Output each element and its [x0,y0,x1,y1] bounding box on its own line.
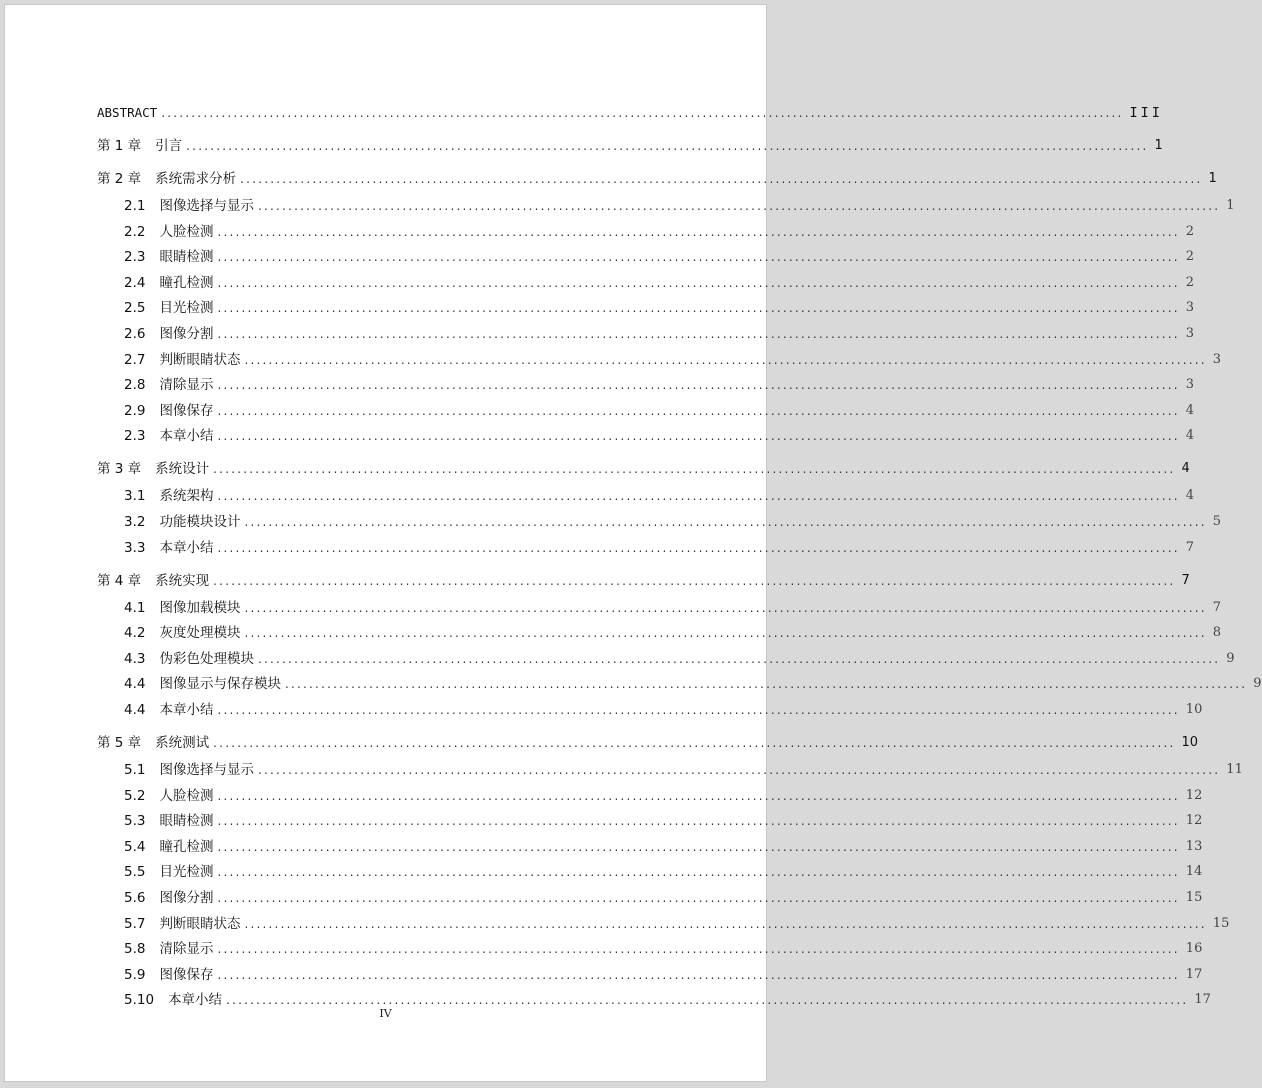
toc-entry-page-number: 3 [1212,351,1222,367]
toc-entry[interactable] [97,732,1199,752]
toc-entry-page-number: 7 [1212,599,1222,615]
toc-entry-page-number: 3 [1185,326,1195,341]
toc-entry-title: 判断眼睛状态 [159,915,241,932]
toc-entry-title: 图像分割 [159,326,214,342]
toc-entry[interactable] [97,135,1163,155]
toc-entry-page-number: 3 [1185,300,1195,316]
toc-entry-label [124,838,213,856]
toc-entry-page-number: 17 [1185,966,1203,982]
toc-entry-number: 第 2 章 [97,171,142,187]
toc-entry-label [124,197,254,215]
toc-entry-title: 图像保存 [159,402,214,419]
toc-entry-title: 图像保存 [159,966,214,983]
toc-entry-number: 5.10 [124,992,155,1009]
dot-leader: ................................................................................................................................................................ [217,429,1180,444]
toc-entry-number: 3.3 [124,539,146,556]
toc-entry-page-number: 8 [1212,625,1222,641]
toc-entry[interactable] [97,168,1217,188]
toc-entry-label [124,761,254,779]
toc-entry-page-number: 12 [1185,787,1203,803]
toc-entry-label [124,889,213,907]
toc-entry[interactable] [124,699,1203,719]
toc-entry-title: 引言 [155,138,183,154]
toc-entry[interactable] [124,836,1203,856]
dot-leader: ................................................................................................................................................................ [217,839,1180,854]
toc-entry-number: 3.1 [124,488,146,505]
toc-entry-label [124,402,213,420]
toc-entry-page-number: 1 [1226,198,1235,213]
toc-entry-label [124,701,213,719]
toc-entry-page-number: 4 [1185,428,1195,444]
toc-entry[interactable] [124,810,1203,830]
toc-entry-label [97,734,209,752]
toc-entry[interactable] [124,887,1203,907]
toc-entry-number: 2.7 [124,351,146,368]
toc-entry[interactable] [124,511,1222,531]
toc-entry-title: 功能模块设计 [159,514,241,530]
toc-entry-title: 清除显示 [159,941,214,958]
toc-entry-label [124,675,281,693]
toc-entry-title: 本章小结 [168,992,223,1009]
dot-leader: ................................................................................................................................................................ [217,942,1180,957]
toc-entry-page-number: 4 [1185,402,1195,418]
dot-leader: ................................................................................................................................................................ [213,736,1176,750]
toc-entry-title: 系统需求分析 [155,171,237,187]
toc-entry-number: 5.3 [124,813,146,830]
toc-entry[interactable] [124,246,1195,266]
toc-entry-label [124,351,240,369]
toc-entry-label [124,915,240,933]
toc-entry-number: 4.2 [124,625,146,642]
toc-entry-title: 清除显示 [159,377,214,394]
toc-entry-number: 3.2 [124,514,146,530]
dot-leader: ................................................................................................................................................................ [161,106,1124,120]
toc-entry-label [97,170,236,188]
dot-leader: ................................................................................................................................................................ [257,651,1221,666]
toc-entry-number: 5.2 [124,787,146,804]
toc-entry-label [124,274,213,292]
toc-entry-title: ABSTRACT [97,105,158,120]
dot-leader: ................................................................................................................................................................ [213,573,1176,588]
toc-entry-page-number: 17 [1194,992,1211,1008]
dot-leader: ................................................................................................................................................................ [217,327,1180,341]
toc-entry-title: 人脸检测 [159,787,214,804]
toc-entry-title: 图像选择与显示 [159,762,254,778]
dot-leader: ................................................................................................................................................................ [217,378,1180,393]
dot-leader: ................................................................................................................................................................ [244,515,1207,529]
toc-entry[interactable] [124,759,1243,779]
dot-leader: ................................................................................................................................................................ [217,275,1180,290]
toc-entry[interactable] [124,349,1222,369]
toc-entry-title: 系统实现 [155,572,210,589]
toc-entry-title: 本章小结 [159,428,214,445]
toc-entry-title: 图像选择与显示 [159,198,254,214]
toc-entry-number: 2.1 [124,198,146,214]
toc-entry[interactable] [124,673,1262,693]
toc-entry-label [124,650,254,668]
dot-leader: ................................................................................................................................................................ [217,703,1180,717]
toc-entry-page-number: 5 [1212,514,1222,529]
toc-entry-title: 图像显示与保存模块 [159,676,281,693]
toc-entry-number: 5.7 [124,915,146,932]
dot-leader: ................................................................................................................................................................ [284,677,1248,692]
toc-entry[interactable] [124,913,1230,933]
toc-entry-page-number: 1 [1154,138,1163,153]
toc-entry-label [124,539,213,557]
toc-entry-page-number: 2 [1185,249,1195,265]
toc-entry[interactable] [124,485,1195,505]
toc-entry-title: 眼睛检测 [159,813,214,830]
toc-entry-number: 5.5 [124,864,146,881]
toc-entry-page-number: 11 [1226,762,1243,777]
toc-entry-label [97,137,182,155]
toc-entry-number: 2.5 [124,300,146,317]
toc-entry-page-number: 7 [1185,539,1195,555]
dot-leader: ................................................................................................................................................................ [240,172,1203,186]
toc-entry[interactable] [124,400,1195,420]
toc-entry-page-number: 10 [1181,735,1199,750]
toc-entry-page-number: 1 [1208,171,1217,186]
toc-entry[interactable] [124,323,1195,343]
toc-entry-number: 2.4 [124,274,146,291]
document-page [4,4,1262,1082]
toc-entry[interactable] [124,374,1195,394]
toc-entry-page-number: 3 [1185,377,1195,393]
toc-entry-page-number: 7 [1181,572,1190,588]
toc-entry-label [124,787,213,805]
toc-entry-label [124,487,213,505]
toc-entry[interactable] [124,597,1222,617]
toc-entry-title: 系统测试 [155,735,210,751]
toc-entry-title: 图像加载模块 [159,599,241,616]
toc-entry[interactable] [124,861,1203,881]
toc-entry-label [124,863,213,881]
toc-entry-title: 系统架构 [159,488,214,505]
toc-entry-page-number: III [1129,105,1163,121]
toc-entry-number: 第 4 章 [97,572,142,589]
toc-entry-title: 图像分割 [159,890,214,906]
dot-leader: ................................................................................................................................................................ [186,139,1149,153]
toc-entry[interactable] [124,648,1235,668]
toc-entry-title: 本章小结 [159,702,214,718]
toc-entry-label [124,376,213,394]
toc-entry-number: 5.9 [124,966,146,983]
toc-entry-page-number: 2 [1185,274,1195,290]
dot-leader: ................................................................................................................................................................ [217,967,1180,982]
toc-entry-label [124,812,213,830]
toc-entry[interactable] [124,964,1203,984]
toc-entry-label [97,572,209,590]
toc-entry-title: 人脸检测 [159,223,214,240]
toc-entry-page-number: 9 [1226,650,1235,666]
toc-entry-page-number: 16 [1185,941,1203,957]
toc-entry-number: 4.4 [124,702,146,718]
toc-entry-page-number: 15 [1185,890,1203,905]
toc-entry-page-number: 4 [1181,461,1190,477]
toc-entry-page-number: 4 [1185,488,1195,504]
toc-entry-title: 目光检测 [159,300,214,317]
toc-entry-number: 4.3 [124,650,146,667]
toc-entry[interactable] [97,102,1163,122]
toc-entry-number: 第 3 章 [97,461,142,478]
toc-entry-number: 4.4 [124,676,146,693]
toc-entry-label [124,624,240,642]
toc-entry-label [97,460,209,478]
toc-entry[interactable] [124,297,1195,317]
toc-entry-number: 2.3 [124,428,146,445]
toc-entry-title: 本章小结 [159,539,214,556]
toc-entry-label [124,966,213,984]
dot-leader: ................................................................................................................................................................ [213,462,1176,477]
toc-entry-label [124,940,213,958]
dot-leader: ................................................................................................................................................................ [217,865,1180,880]
toc-entry[interactable] [124,272,1195,292]
toc-entry-number: 2.2 [124,223,146,240]
dot-leader: ................................................................................................................................................................ [244,352,1207,367]
page-footer-number: IV [379,1007,392,1020]
toc-entry-page-number: 9 [1253,676,1262,692]
dot-leader: ................................................................................................................................................................ [257,199,1221,213]
toc-entry-number: 第 5 章 [97,735,142,751]
toc-entry[interactable] [97,570,1190,590]
toc-entry-page-number: 12 [1185,813,1203,829]
dot-leader: ................................................................................................................................................................ [217,489,1180,504]
toc-entry-title: 眼睛检测 [159,249,214,266]
toc-entry-label [97,104,157,122]
toc-entry[interactable] [124,221,1195,241]
toc-entry-title: 判断眼睛状态 [159,351,241,368]
toc-entry[interactable] [124,195,1235,215]
toc-entry-label [124,223,213,241]
toc-entry-number: 5.4 [124,838,146,855]
toc-entry[interactable] [124,425,1195,445]
toc-entry-title: 灰度处理模块 [159,625,241,642]
dot-leader: ................................................................................................................................................................ [217,788,1180,803]
toc-entry-title: 伪彩色处理模块 [159,650,254,667]
toc-entry-label [124,299,213,317]
toc-entry-title: 目光检测 [159,864,214,881]
dot-leader: ................................................................................................................................................................ [244,916,1207,931]
toc-entry-title: 系统设计 [155,461,210,478]
dot-leader: ................................................................................................................................................................ [217,891,1180,905]
toc-entry-page-number: 15 [1212,915,1230,931]
dot-leader: ................................................................................................................................................................ [226,993,1189,1008]
dot-leader: ................................................................................................................................................................ [244,626,1207,641]
toc-entry-number: 第 1 章 [97,138,142,154]
toc-entry-label [124,325,213,343]
toc-entry-title: 瞳孔检测 [159,838,214,855]
toc-entry-number: 2.6 [124,326,146,342]
toc-entry[interactable] [124,622,1222,642]
toc-entry[interactable] [124,938,1203,958]
toc-entry-number: 5.8 [124,941,146,958]
toc-entry-number: 2.9 [124,402,146,419]
toc-entry-number: 4.1 [124,599,146,616]
dot-leader: ................................................................................................................................................................ [217,301,1180,316]
toc-entry-page-number: 14 [1185,864,1203,880]
dot-leader: ................................................................................................................................................................ [217,250,1180,265]
dot-leader: ................................................................................................................................................................ [217,814,1180,829]
dot-leader: ................................................................................................................................................................ [217,224,1180,239]
toc-entry[interactable] [97,458,1190,478]
toc-entry-label [124,599,240,617]
toc-entry-label [124,513,240,531]
toc-entry-label [124,427,213,445]
toc-entry-title: 瞳孔检测 [159,274,214,291]
dot-leader: ................................................................................................................................................................ [244,600,1207,615]
toc-entry[interactable] [124,537,1195,557]
dot-leader: ................................................................................................................................................................ [257,763,1221,777]
toc-entry-number: 5.6 [124,890,146,906]
dot-leader: ................................................................................................................................................................ [217,540,1180,555]
toc-entry-number: 2.8 [124,377,146,394]
toc-entry-page-number: 13 [1185,838,1203,854]
toc-entry-label [124,248,213,266]
toc-entry[interactable] [124,785,1203,805]
toc-entry-page-number: 2 [1185,223,1195,239]
toc-entry-page-number: 10 [1185,702,1203,717]
toc-entry-number: 5.1 [124,762,146,778]
dot-leader: ................................................................................................................................................................ [217,403,1180,418]
toc-entry-number: 2.3 [124,249,146,266]
